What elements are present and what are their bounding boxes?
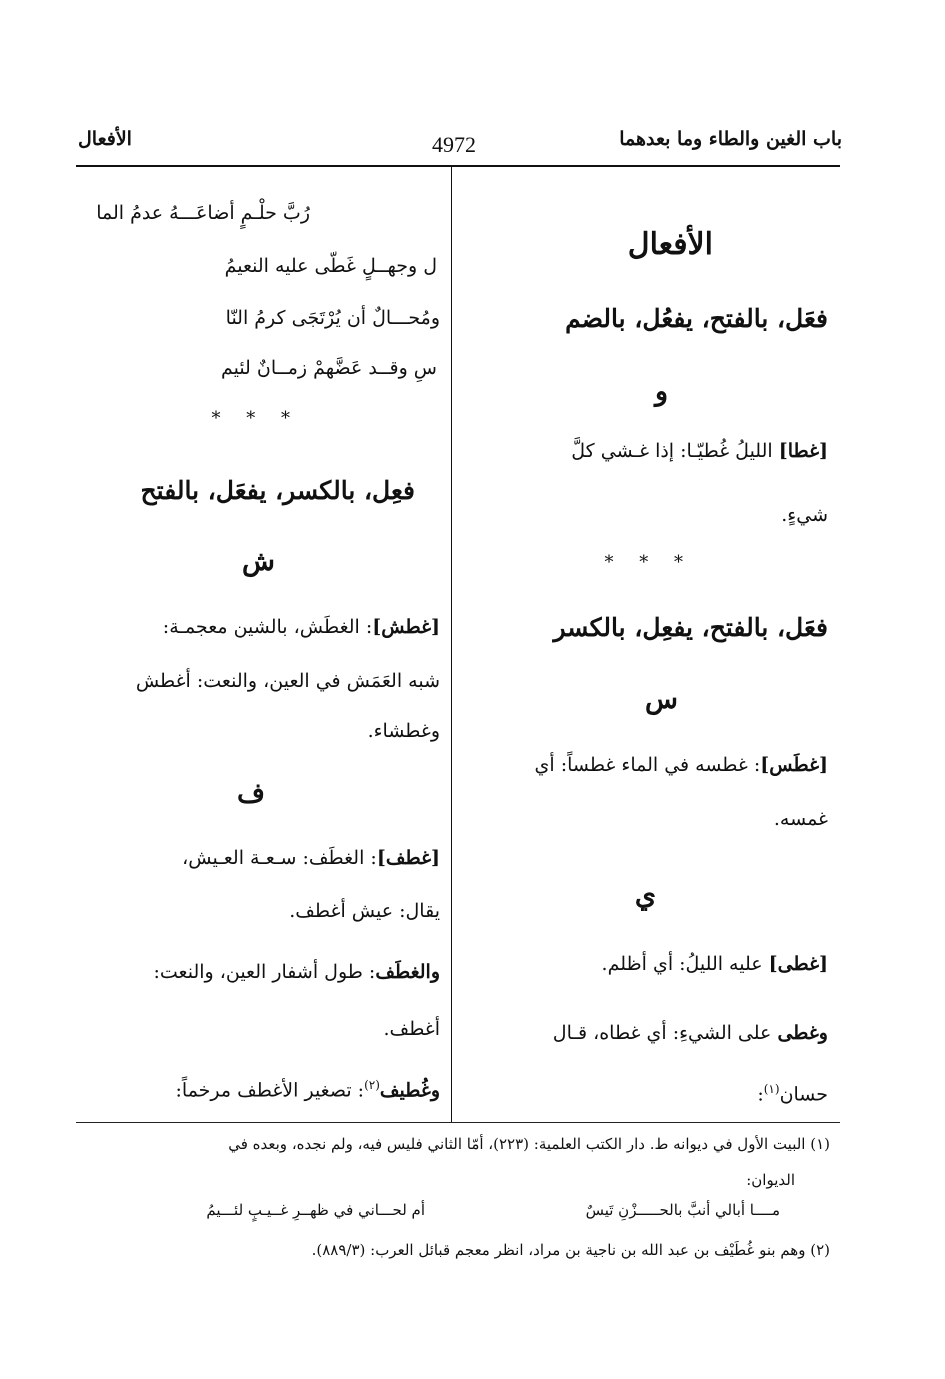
- colon: :: [757, 1083, 764, 1106]
- letter-heading-fa: ف: [237, 778, 265, 809]
- entry-text: : تصغير الأغطف مرخماً:: [175, 1079, 365, 1102]
- entry-ghatas: [535, 752, 829, 778]
- poem-line-4: سِ وقــد عَضَّهمْ زمــانٌ لئيم: [220, 357, 437, 379]
- entry-ghutayf: [176, 1072, 441, 1103]
- left-column: [76, 168, 440, 1118]
- entry-headword: [غطى]: [768, 953, 828, 975]
- pattern-heading-1: فعَل، بالفتح، يفعُل، بالضم: [565, 304, 828, 333]
- footnote-verse-right: مــــا أبالي أنبَّ بالحـــــزْنِ تَيسٌ: [585, 1201, 780, 1219]
- right-column: [466, 168, 828, 1118]
- poem-line-2: ل وجهــلٍ غَطّى عليه النعيمُ: [224, 255, 437, 277]
- entry-ghatash: [163, 614, 440, 640]
- pattern-heading-2: فعَل، بالفتح، يفعِل، بالكسر: [553, 613, 828, 642]
- entry-headword: [غطف]: [376, 847, 440, 869]
- entry-ghataf: [182, 845, 440, 871]
- footnote-verse-left: أم لحـــاني في ظهــرِ غــيـبٍ لئـــيمُ: [206, 1201, 425, 1219]
- entry-bold-word: وغُطيف: [379, 1079, 440, 1102]
- entry-bold-word: والغطَف: [375, 961, 440, 983]
- section-title: الأفعال: [627, 227, 713, 262]
- entry-text-line: غمسه.: [773, 808, 828, 830]
- entry-ghata-cont: [553, 1020, 828, 1046]
- footnote-1-cont: الديوان:: [746, 1171, 795, 1189]
- running-header-chapter: باب الغين والطاء وما بعدهما: [619, 128, 842, 150]
- letter-heading-ya: ي: [634, 880, 656, 911]
- entry-text-line: شيءٍ.: [781, 504, 828, 526]
- footnote-ref-2: (٢): [364, 1078, 380, 1092]
- entry-text: : غطسه في الماء غطساً: أي: [534, 754, 761, 776]
- poem-line-3: ومُحـــالٌ أن يُرْتَجَى كرمُ النّا: [225, 307, 440, 329]
- entry-headword: [غطش]: [372, 616, 440, 638]
- header-rule: [76, 165, 840, 167]
- entry-text: : الغطَف: سـعـة العـيش،: [182, 847, 377, 869]
- letter-heading-shin: ش: [242, 546, 275, 577]
- entry-text: على الشيءِ: أي غطاه، قـال: [552, 1022, 778, 1044]
- entry-text-line: يقال: عيش أغطف.: [289, 900, 440, 922]
- entry-ghata-ya: [602, 951, 828, 977]
- entry-ghata: [571, 438, 828, 464]
- footnote-2: (٢) وهم بنو غُطَيْف بن عبد الله بن ناجية بن مراد، انظر معجم قبائل العرب: (٨٨٩/٣).: [311, 1241, 830, 1259]
- pattern-heading-3: فعِل، بالكسر، يفعَل، بالفتح: [140, 476, 415, 505]
- footnote-rule: [76, 1122, 840, 1123]
- entry-text-line: شبه العَمَش في العين، والنعت: أغطش: [135, 670, 440, 692]
- letter-heading-waw: و: [654, 376, 668, 407]
- letter-heading-sin: س: [645, 684, 678, 715]
- entry-headword: [غطَس]: [760, 754, 828, 776]
- entry-headword: [غطا]: [778, 440, 828, 462]
- separator-stars: * * *: [604, 552, 693, 573]
- running-header-section: الأفعال: [78, 128, 132, 150]
- poem-line-1: رُبَّ حلْـمٍ أضاعَـــهُ عدمُ الما: [96, 202, 310, 224]
- entry-text-line: [757, 1076, 828, 1107]
- footnote-ref-1: (١): [763, 1082, 780, 1096]
- entry-text: عليه الليلُ: أي أظلم.: [601, 953, 769, 975]
- entry-ghataf-2: [153, 959, 440, 985]
- entry-text: الليلُ غُطيّـا: إذا غـشي كلَّ: [571, 440, 779, 462]
- separator-stars: * * *: [211, 408, 300, 429]
- column-divider: [451, 166, 452, 1122]
- page-number: 4972: [432, 132, 476, 157]
- entry-text-line: وغطشاء.: [367, 720, 440, 742]
- entry-text: : طول أشفار العين، والنعت:: [153, 961, 376, 983]
- footnote-1: (١) البيت الأول في ديوانه ط. دار الكتب العلمية: (٢٢٣)، أمّا الثاني فليس فيه، ولم نجده، وبعده في: [228, 1135, 830, 1153]
- poet-name: حسان: [779, 1083, 828, 1106]
- entry-text: : الغطَش، بالشين معجمـة:: [162, 616, 373, 638]
- entry-bold-word: وغطى: [777, 1022, 828, 1044]
- entry-text-line: أغطف.: [383, 1018, 440, 1040]
